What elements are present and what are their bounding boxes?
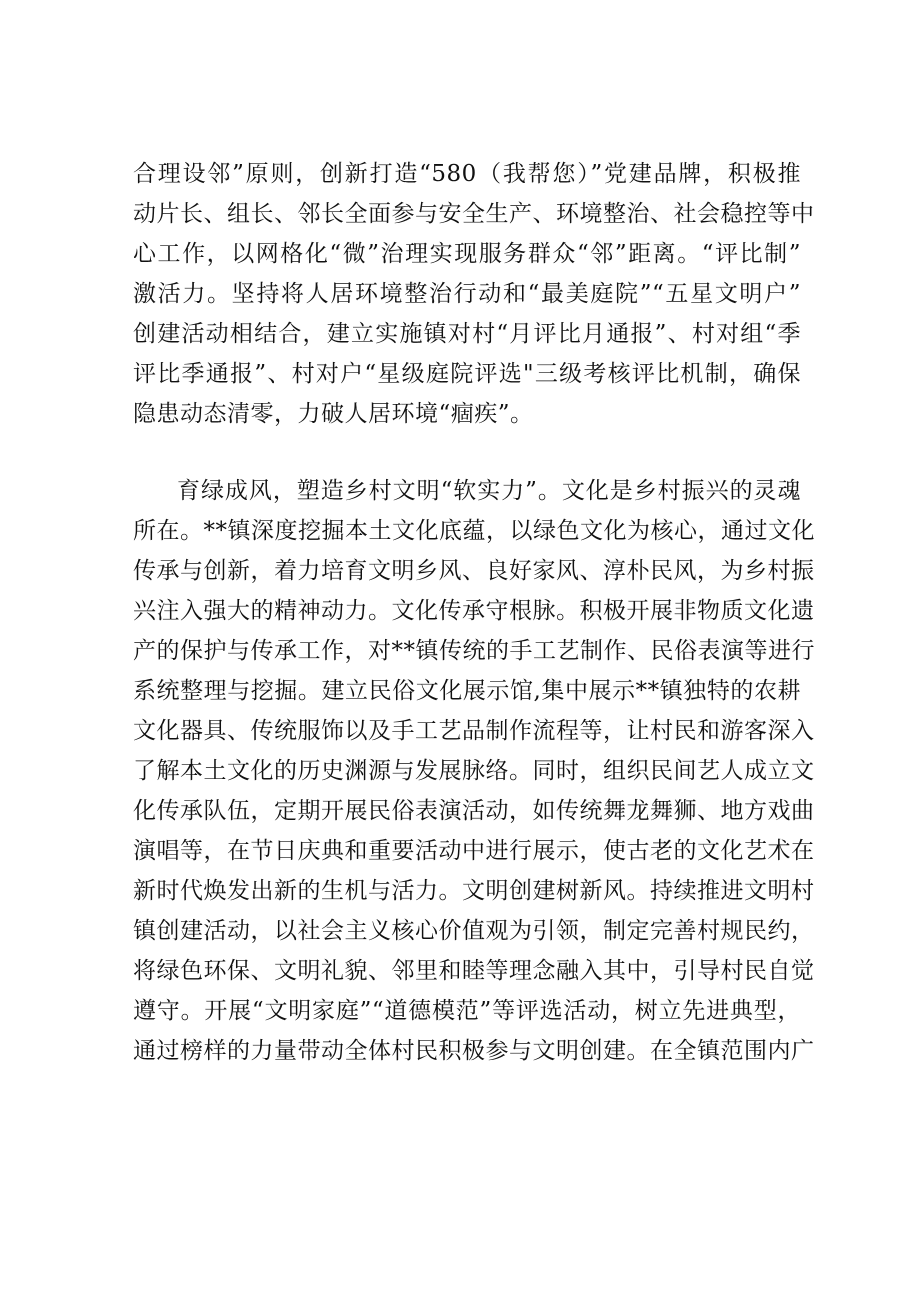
- text-line: 心工作，以网格化“微”治理实现服务群众“邻”距离。“评比制”: [133, 241, 801, 267]
- text-line: 所在。**镇深度挖掘本土文化底蕴，以绿色文化为核心，通过文化: [133, 518, 815, 544]
- text-line: 合理设邻”原则，创新打造“580（我帮您）”党建品牌，积极推: [133, 161, 801, 187]
- text-line: 镇创建活动，以社会主义核心价值观为引领，制定完善村规民约，: [133, 918, 815, 944]
- text-line: 隐患动态清零，力破人居环境“痼疾”。: [133, 401, 534, 427]
- text-line: 动片长、组长、邻长全面参与安全生产、环境整治、社会稳控等中: [133, 201, 815, 227]
- text-line: 兴注入强大的精神动力。文化传承守根脉。积极开展非物质文化遗: [133, 598, 815, 624]
- paragraph-1: [133, 154, 815, 434]
- text-line: 新时代焕发出新的生机与活力。文明创建树新风。持续推进文明村: [133, 878, 815, 904]
- text-line: 育绿成风，塑造乡村文明“软实力”。文化是乡村振兴的灵魂: [177, 478, 801, 504]
- text-line: 传承与创新，着力培育文明乡风、良好家风、淳朴民风，为乡村振: [133, 558, 815, 584]
- text-line: 评比季通报”、村对户“星级庭院评选"三级考核评比机制，确保: [133, 361, 801, 387]
- text-line: 将绿色环保、文明礼貌、邻里和睦等理念融入其中，引导村民自觉: [133, 958, 815, 984]
- text-line: 了解本土文化的历史渊源与发展脉络。同时，组织民间艺人成立文: [133, 758, 815, 784]
- text-line: 化传承队伍，定期开展民俗表演活动，如传统舞龙舞狮、地方戏曲: [133, 798, 815, 824]
- text-line: 文化器具、传统服饰以及手工艺品制作流程等，让村民和游客深入: [133, 718, 815, 744]
- text-line: 创建活动相结合，建立实施镇对村“月评比月通报”、村对组“季: [133, 321, 801, 347]
- text-line: 演唱等，在节日庆典和重要活动中进行展示，使古老的文化艺术在: [133, 838, 815, 864]
- text-line: 产的保护与传承工作，对**镇传统的手工艺制作、民俗表演等进行: [133, 638, 815, 664]
- text-line: 激活力。坚持将人居环境整治行动和“最美庭院”“五星文明户”: [133, 281, 801, 307]
- paragraph-2: [133, 471, 815, 1071]
- text-line: 遵守。开展“文明家庭”“道德模范”等评选活动，树立先进典型，: [133, 998, 801, 1024]
- text-line: 系统整理与挖掘。建立民俗文化展示馆,集中展示**镇独特的农耕: [133, 678, 801, 704]
- text-line: 通过榜样的力量带动全体村民积极参与文明创建。在全镇范围内广: [133, 1038, 815, 1064]
